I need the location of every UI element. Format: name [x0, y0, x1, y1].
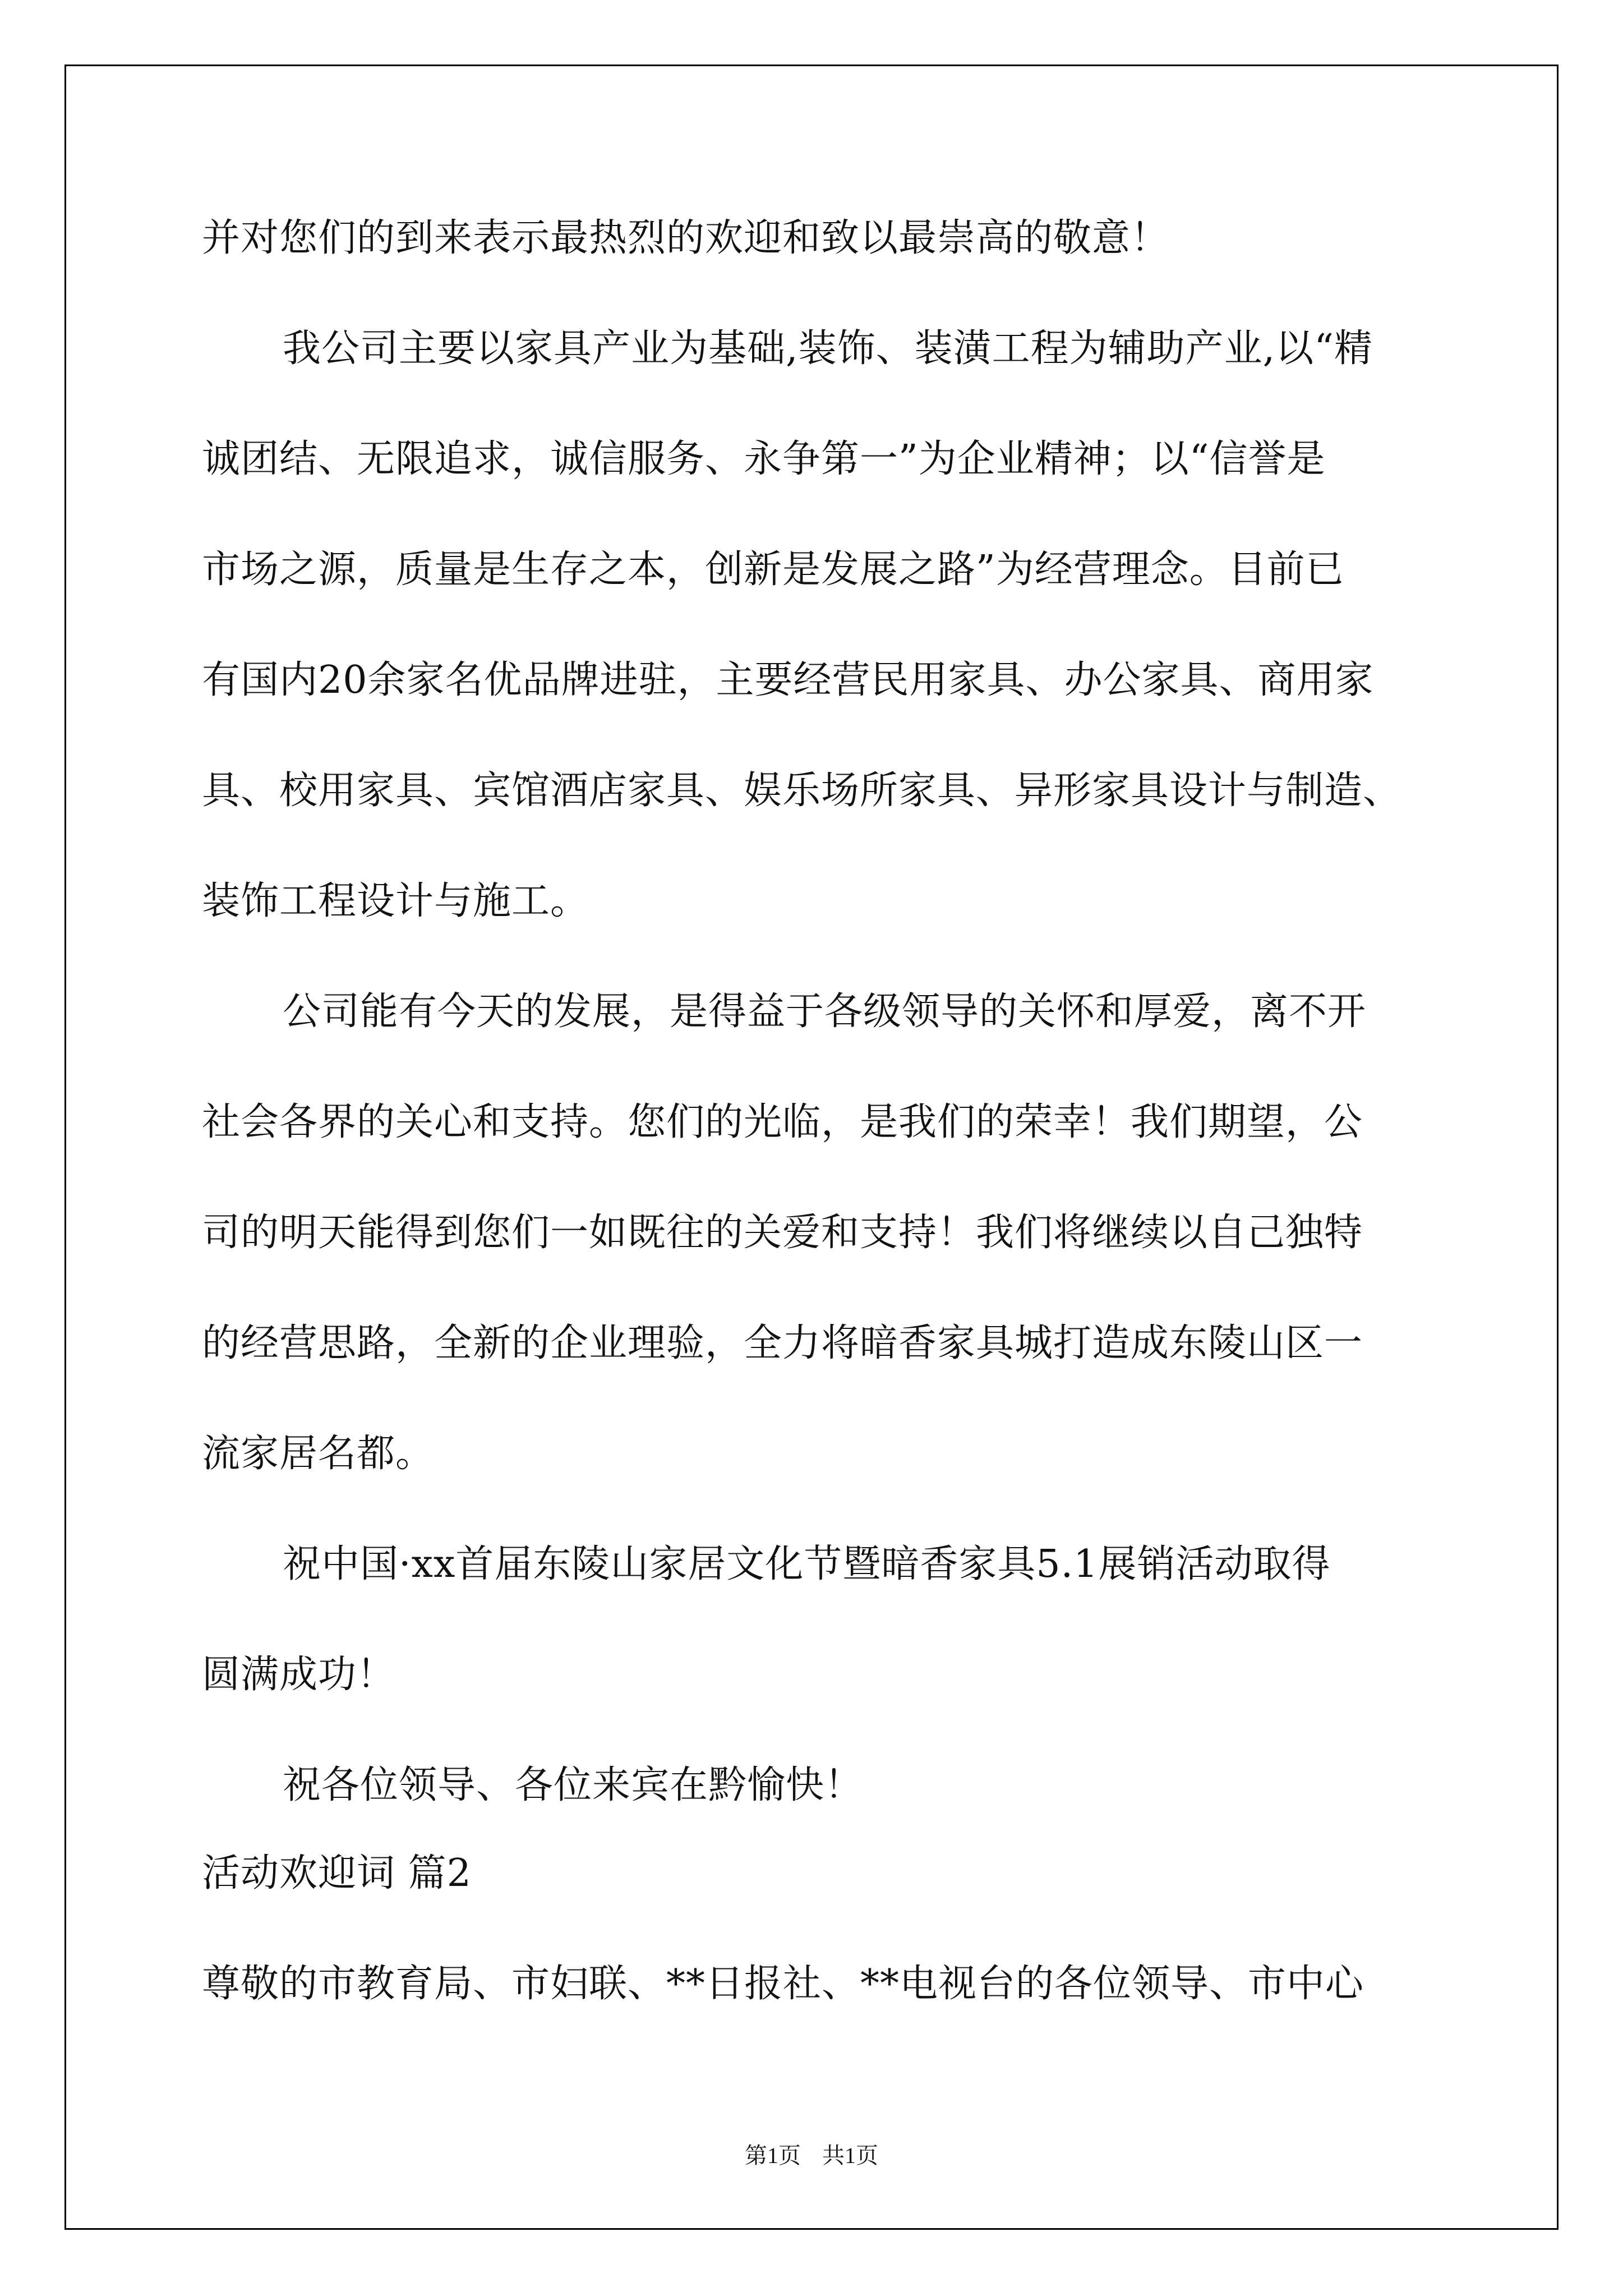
text-line: 圆满成功！ [202, 1653, 396, 1697]
text-line: 并对您们的到来表示最热烈的欢迎和致以最崇高的敬意！ [202, 216, 1170, 260]
text-line: 社会各界的关心和支持。您们的光临，是我们的荣幸！我们期望，公 [202, 1100, 1363, 1144]
page-total: 共1页 [822, 2143, 878, 2168]
text-line: 祝中国·xx首届东陵山家居文化节暨暗香家具5.1展销活动取得 [283, 1542, 1331, 1586]
text-line: 流家居名都。 [202, 1432, 435, 1476]
text-line: 尊敬的市教育局、市妇联、**日报社、**电视台的各位领导、市中心 [202, 1962, 1364, 2006]
text-line: 公司能有今天的发展，是得益于各级领导的关怀和厚爱，离不开 [283, 990, 1367, 1034]
text-line: 的经营思路，全新的企业理验，全力将暗香家具城打造成东陵山区一 [202, 1321, 1363, 1365]
text-line: 市场之源，质量是生存之本，创新是发展之路”为经营理念。目前已 [202, 547, 1344, 592]
page-footer [0, 2142, 1623, 2170]
page-number: 第1页 [745, 2143, 801, 2168]
text-line: 祝各位领导、各位来宾在黔愉快！ [283, 1763, 864, 1807]
text-line: 具、校用家具、宾馆酒店家具、娱乐场所家具、异形家具设计与制造、 [202, 769, 1402, 813]
text-line: 诚团结、无限追求，诚信服务、永争第一”为企业精神；以“信誉是 [202, 437, 1326, 481]
section-heading: 活动欢迎词 篇2 [202, 1851, 472, 1895]
text-line: 装饰工程设计与施工。 [202, 879, 589, 923]
text-line: 我公司主要以家具产业为基础,装饰、装潢工程为辅助产业,以“精 [283, 326, 1373, 371]
text-line: 司的明天能得到您们一如既往的关爱和支持！我们将继续以自己独特 [202, 1211, 1363, 1255]
text-line: 有国内20余家名优品牌进驻，主要经营民用家具、办公家具、商用家 [202, 658, 1374, 702]
